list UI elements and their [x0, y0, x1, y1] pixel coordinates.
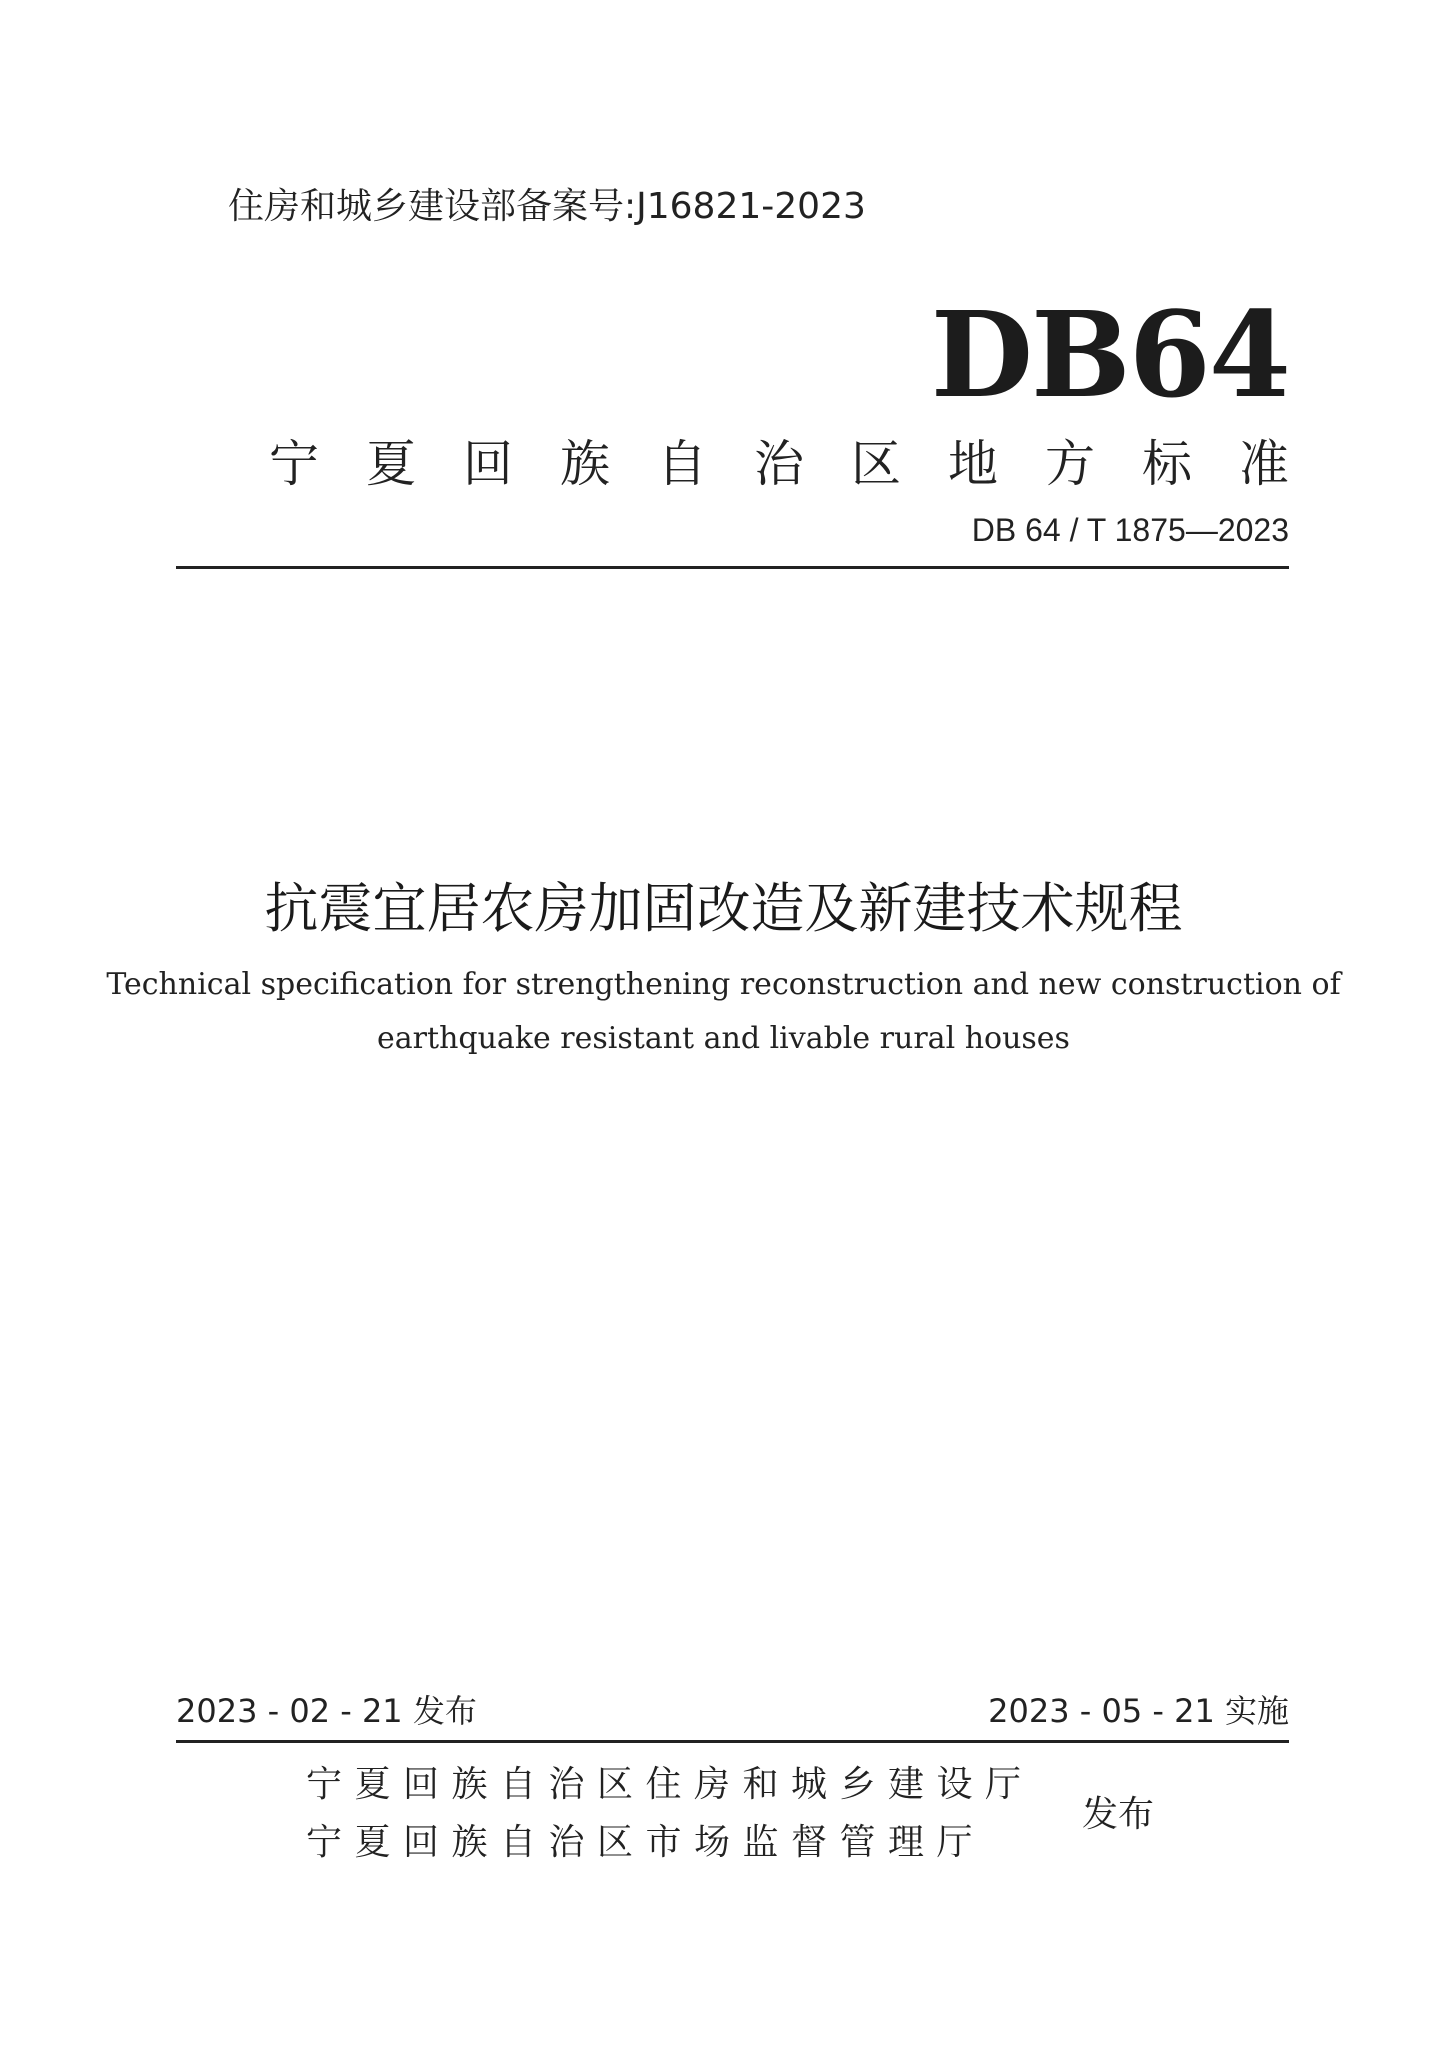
issuer-market-regulation-department: 宁夏回族自治区市场监督管理厅	[306, 1822, 986, 1863]
issue-date: 2023 - 02 - 21 发布	[176, 1692, 477, 1730]
bottom-divider	[176, 1740, 1289, 1743]
top-divider	[176, 566, 1289, 569]
issue-label: 发布	[1082, 1794, 1155, 1835]
title-english-line-1: Technical specification for strengthening reconstruction and new construction of	[106, 967, 1341, 1002]
standard-number: DB 64 / T 1875—2023	[971, 512, 1289, 548]
filing-number: 住房和城乡建设部备案号:J16821-2023	[228, 186, 866, 227]
standard-code: DB64	[930, 285, 1289, 424]
standard-type: 宁夏回族自治区地方标准	[269, 435, 1336, 493]
title-chinese: 抗震宜居农房加固改造及新建技术规程	[264, 877, 1183, 940]
title-english-line-2: earthquake resistant and livable rural houses	[377, 1021, 1070, 1056]
implementation-date: 2023 - 05 - 21 实施	[988, 1692, 1289, 1730]
issuer-housing-department: 宁夏回族自治区住房和城乡建设厅	[306, 1764, 1034, 1805]
title-english	[0, 958, 1447, 1066]
